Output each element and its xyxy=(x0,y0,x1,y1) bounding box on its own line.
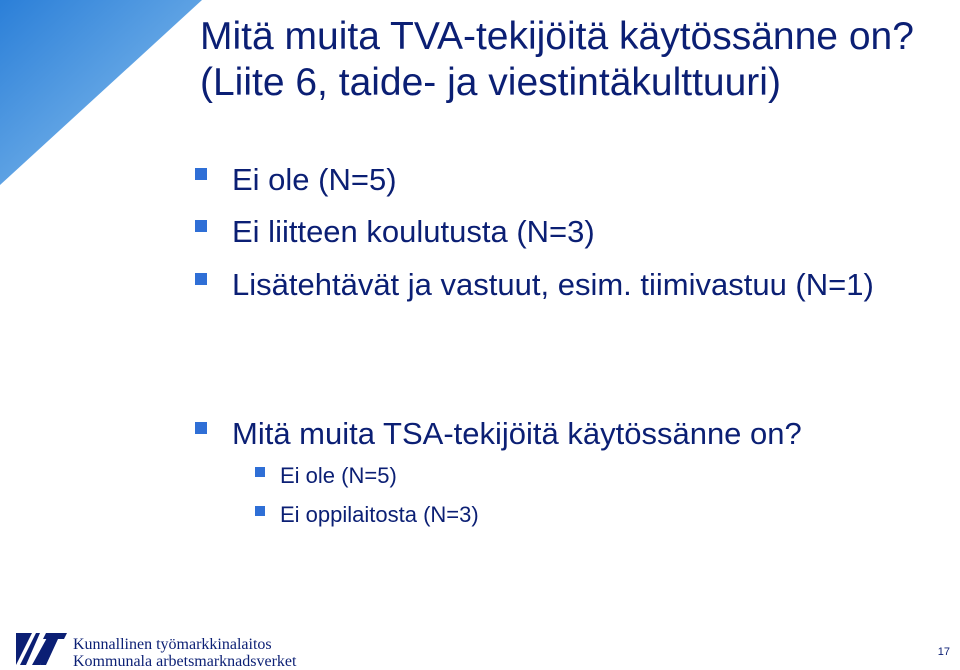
bullet-square-icon xyxy=(195,422,207,434)
bullet-square-icon xyxy=(195,168,207,180)
bullet-square-icon xyxy=(255,467,265,477)
question-item xyxy=(232,410,802,458)
sub-list-item-text: Ei oppilaitosta (N=3) xyxy=(280,502,479,527)
corner-decoration xyxy=(0,0,205,190)
list-item-text: Ei liitteen koulutusta (N=3) xyxy=(232,214,595,249)
bullet-square-icon xyxy=(195,220,207,232)
sub-list-item-text: Ei ole (N=5) xyxy=(280,463,397,488)
organization-logo-icon xyxy=(12,632,68,666)
list-item-text: Ei ole (N=5) xyxy=(232,162,397,197)
bullet-square-icon xyxy=(195,273,207,285)
sub-list-item xyxy=(280,458,397,494)
list-item-text: Lisätehtävät ja vastuut, esim. tiimivastuu (N=1) xyxy=(232,267,874,302)
page-number: 17 xyxy=(937,646,950,658)
list-item xyxy=(232,156,397,204)
organization-name xyxy=(73,636,296,670)
organization-name-finnish: Kunnallinen työmarkkinalaitos xyxy=(73,636,272,653)
sub-list-item xyxy=(280,497,479,533)
list-item xyxy=(232,261,932,309)
bullet-square-icon xyxy=(255,506,265,516)
list-item xyxy=(232,208,595,256)
slide-title: Mitä muita TVA-tekijöitä käytössänne on? (Liite 6, taide- ja viestintäkulttuuri) xyxy=(200,15,914,104)
organization-name-swedish: Kommunala arbetsmarknadsverket xyxy=(73,653,297,670)
question-text: Mitä muita TSA-tekijöitä käytössänne on? xyxy=(232,416,802,451)
